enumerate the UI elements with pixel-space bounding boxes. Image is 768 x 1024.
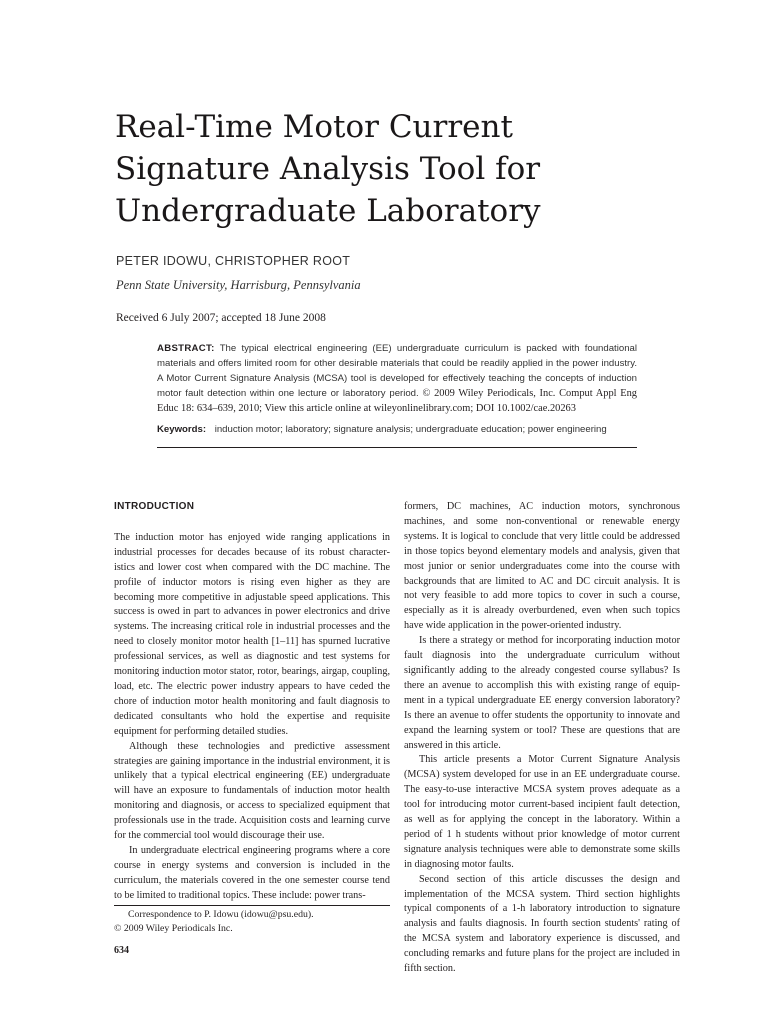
title-line: Signature Analysis Tool for	[115, 151, 541, 187]
body-paragraph: The induction motor has enjoyed wide ranging applications in industrial processes for decades because of its robust characteristics and lower cost when compared with the DC machine. The profile of inductor motors is rising even higher as they are becoming more competitive in adjustable speed applications. This success is owed in part to advances in power electronics and drive systems. The increasing critical role in industrial processes and the need to closely monitor motor health [1–11] has spurned lucrative professional services, as well as diagnostic and test systems for monitoring induction motor stator, rotor, bearings, airgap, coupling, load, etc. The electric power industry appears to have ceded the chore of induction motor health monitoring and fault diagnosis to dedicated consultants who hold the expertise and requisite equipment for performing detailed studies.	[114, 531, 390, 737]
keywords-text: induction motor; laboratory; signature analysis; undergraduate education; power engineering	[214, 424, 607, 435]
right-column	[404, 500, 680, 977]
author-list: PETER IDOWU, CHRISTOPHER ROOT	[116, 254, 351, 268]
abstract-label: ABSTRACT:	[157, 343, 215, 354]
copyright-note: © 2009 Wiley Periodicals Inc.	[114, 923, 233, 934]
body-paragraph: formers, DC machines, AC induction motors, synchronous machines, and some non-conventional or renewable energy systems. It is logical to conclude that very little could be addressed in those topics beyond elementary models and analysis, given that most junior or senior undergraduates come into the course with backgrounds that are limited to AC and DC circuit analysis. It is not very feasible to add more topics to cover in such a course, especially as it is already overburdened, even when such topics have wide application in the power-oriented industry.	[404, 501, 680, 632]
title-line: Undergraduate Laboratory	[115, 193, 541, 229]
page-number: 634	[114, 945, 129, 956]
left-column	[114, 500, 390, 904]
footnote	[114, 908, 390, 936]
footnote-divider	[114, 905, 390, 906]
body-paragraph: Second section of this article discusses the design and implementation of the MCSA system. Third section highlights typical components of a 1-h laboratory introduction to signature analysis and faults diagnosis. In fourth section students' rating of the MCSA system and laboratory experience is discussed, and concluding remarks and future plans for the project are included in fifth section.	[404, 873, 680, 975]
body-paragraph: In undergraduate electrical engineering programs where a core course in energy systems and conversion is included in the curriculum, the materials covered in the one semester course tend to be limited to traditional topics. These include: power trans-	[114, 844, 390, 901]
title-line: Real-Time Motor Current	[115, 109, 513, 145]
body-paragraph: This article presents a Motor Current Signature Analysis (MCSA) system developed for use in an EE undergraduate course. The easy-to-use interactive MCSA system proves adequate as a tool for introducing motor current-based incipient fault detection, as well as for applying the concept in the laboratory. Within a period of 1 h students without prior knowledge of motor current signature analysis techniques were able to demonstrate some skills in diagnosing motor faults.	[404, 754, 680, 870]
abstract	[157, 341, 637, 416]
abstract-citation: © 2009 Wiley Periodicals, Inc. Comput Appl Eng Educ 18: 634–639, 2010; View this article online at wileyonlinelibrary.com; DOI 10.1002/cae.20263	[157, 388, 637, 414]
correspondence-note: Correspondence to P. Idowu (idowu@psu.edu).	[128, 909, 314, 920]
affiliation: Penn State University, Harrisburg, Pennsylvania	[116, 278, 361, 292]
abstract-text: The typical electrical engineering (EE) undergraduate curriculum is packed with foundational materials and offers limited room for other desirable materials that could be readily applied in the power industry. A Motor Current Signature Analysis (MCSA) tool is developed for effectively teaching the concepts of induction motor fault detection within one lecture or laboratory period.	[157, 343, 637, 399]
article-title	[115, 106, 715, 232]
keywords-label: Keywords:	[157, 424, 207, 435]
abstract-divider	[157, 447, 637, 448]
keywords	[157, 424, 647, 435]
body-paragraph: Is there a strategy or method for incorporating induction motor fault diagnosis into the undergraduate curriculum without significantly adding to the already congested course syllabus? Is there an avenue to accomplish this with existing range of equipment in a typical undergraduate EE energy conversion laboratory? Is there an avenue to offer students the opportunity to innovate and expand the learning system or tool? These are questions that are answered in this article.	[404, 635, 680, 751]
section-heading: INTRODUCTION	[114, 501, 195, 512]
body-paragraph: Although these technologies and predictive assessment strategies are gaining importance in the industrial environment, it is unlikely that a typical electrical engineering (EE) undergraduate will have an exposure to fundamentals of induction motor health monitoring and diagnosis, or access to specialized equipment that professionals use in the trade. Acquisition costs and learning curve for the commercial tool would discourage their use.	[114, 740, 390, 842]
received-date: Received 6 July 2007; accepted 18 June 2008	[116, 312, 326, 324]
